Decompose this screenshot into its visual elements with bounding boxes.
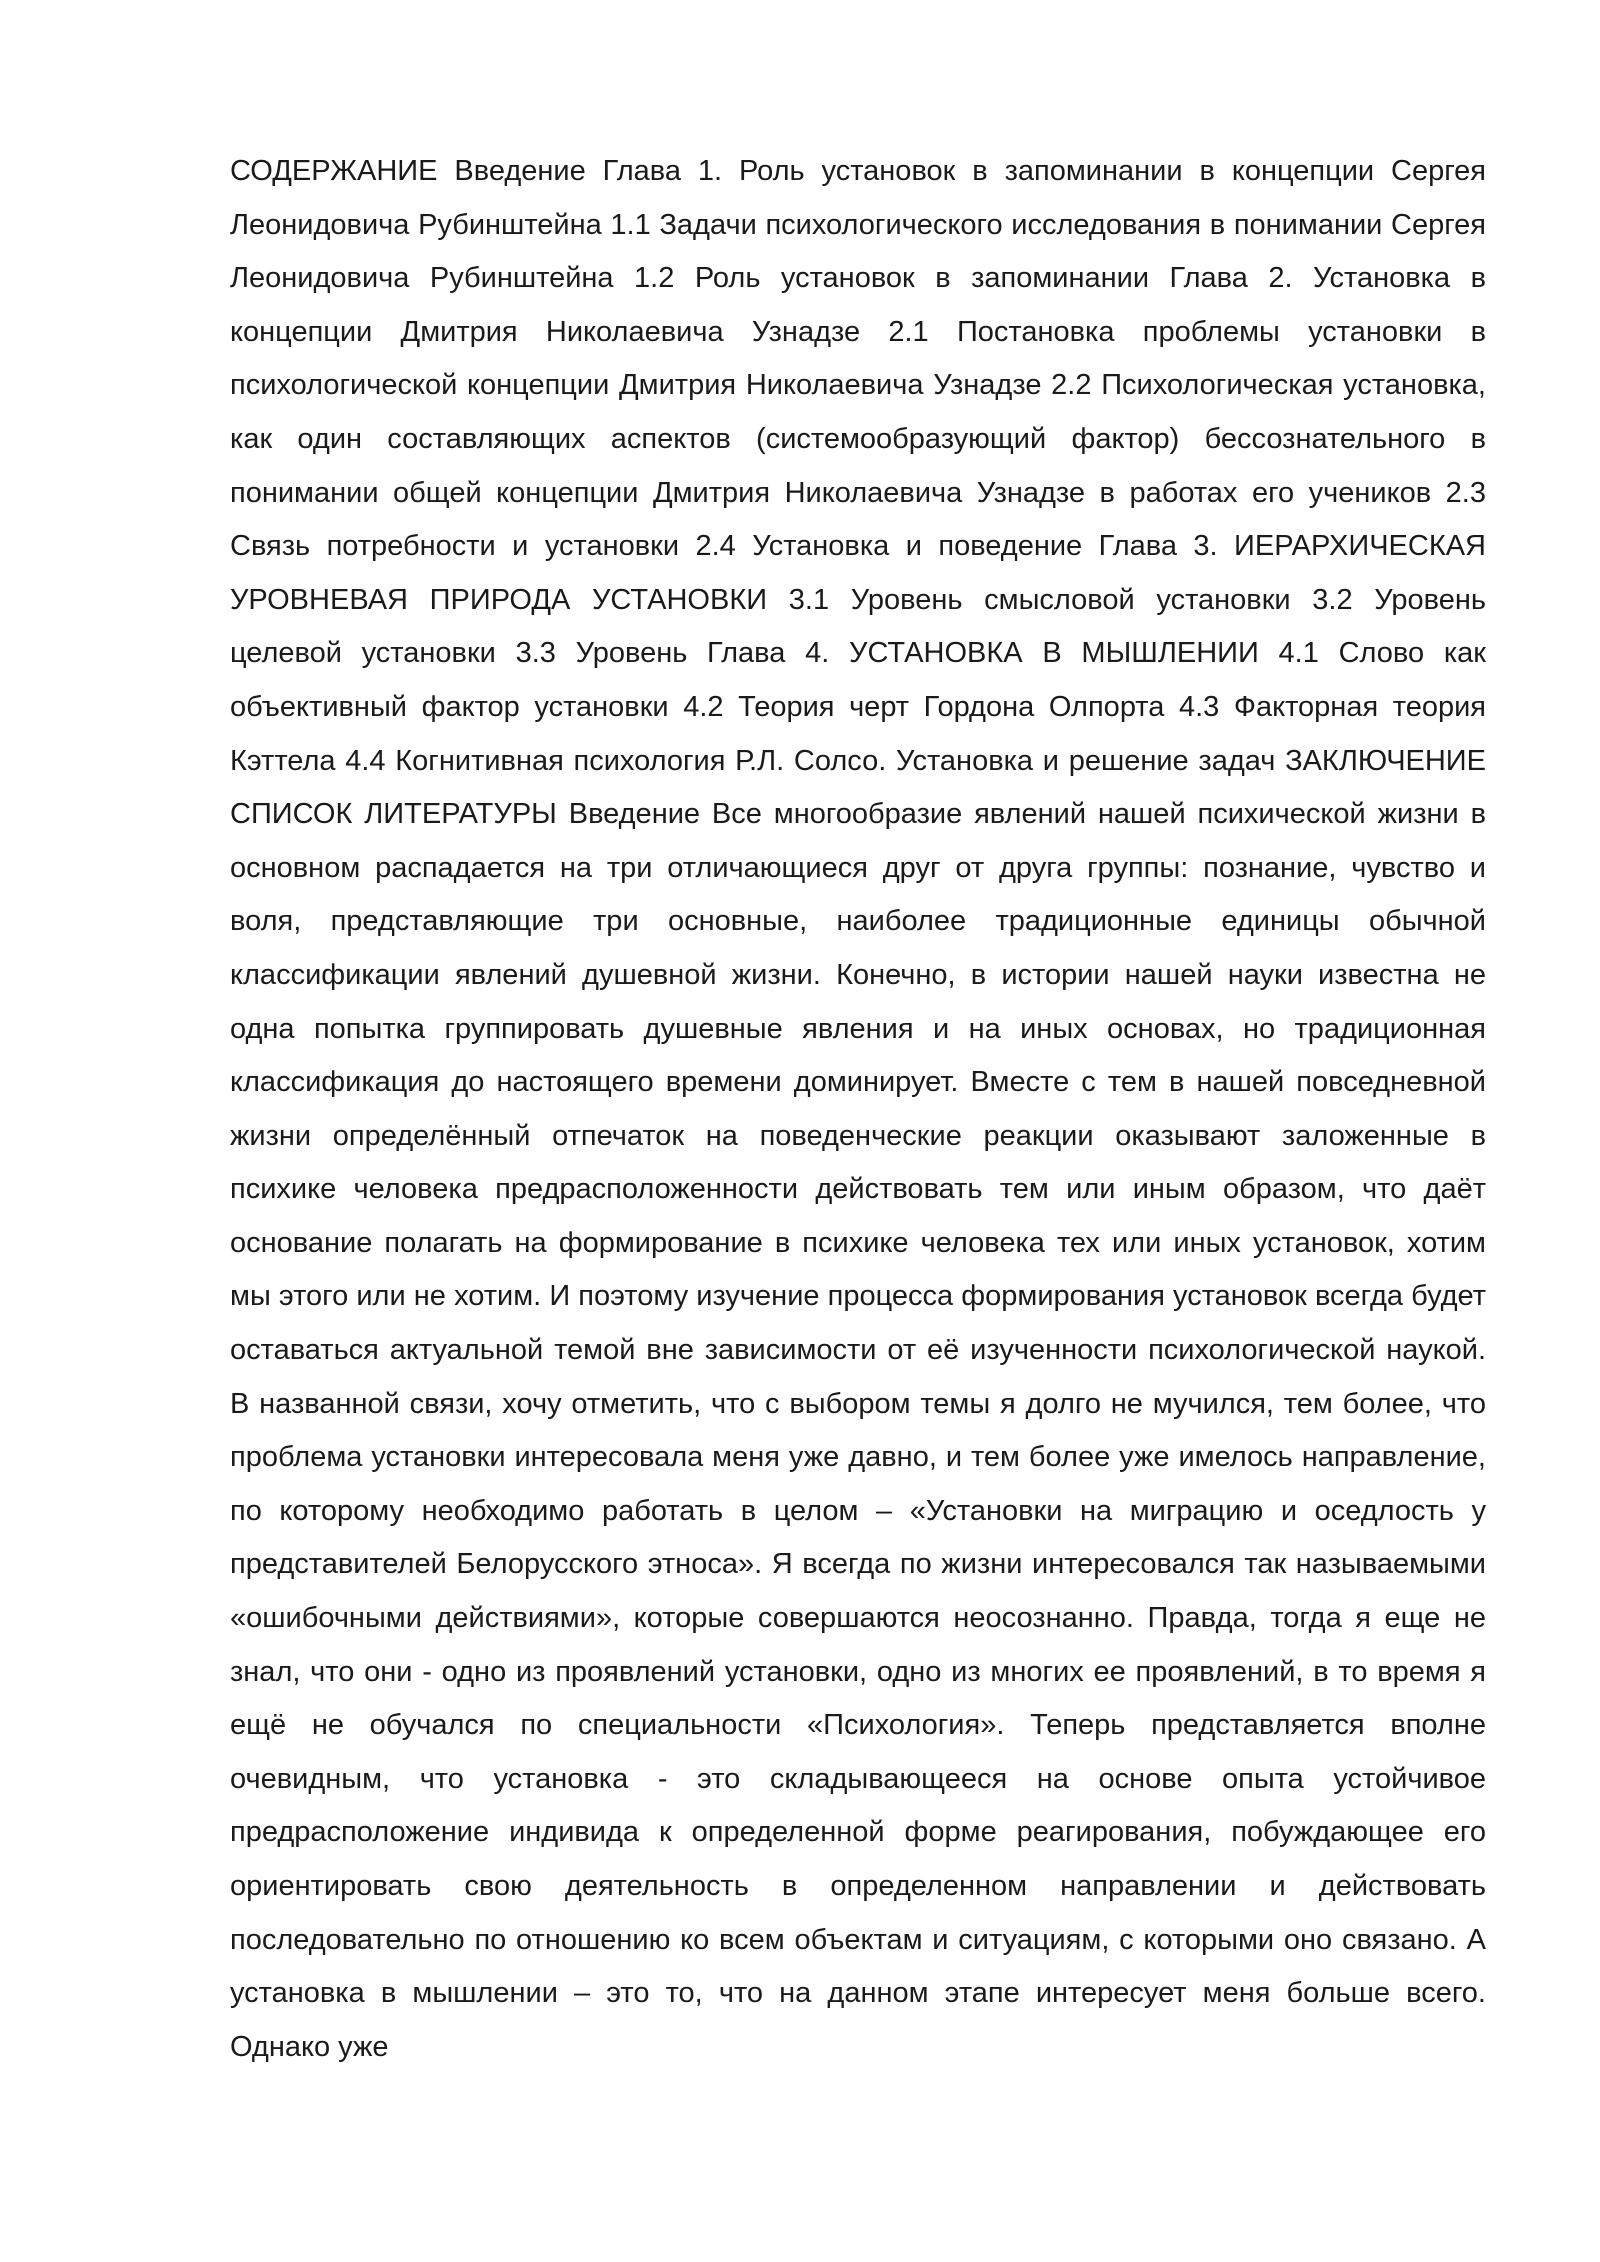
body-paragraph: СОДЕРЖАНИЕ Введение Глава 1. Роль установок в запоминании в концепции Сергея Леонидовича Рубинштейна 1.1 Задачи психологического исследования в понимании Сергея Леонидовича Рубинштейна 1.2 Роль установок в запоминании Глава 2. Установка в концепции Дмитрия Николаевича Узнадзе 2.1 Постановка проблемы установки в психологической концепции Дмитрия Николаевича Узнадзе 2.2 Психологическая установка, как один составляющих аспектов (системообразующий фактор) бессознательного в понимании общей концепции Дмитрия Николаевича Узнадзе в работах его учеников 2.3 Связь потребности и установки 2.4 Установка и поведение Глава 3. ИЕРАРХИЧЕСКАЯ УРОВНЕВАЯ ПРИРОДА УСТАНОВКИ 3.1 Уровень смысловой установки 3.2 Уровень целевой установки 3.3 Уровень Глава 4. УСТАНОВКА В МЫШЛЕНИИ 4.1 Слово как объективный фактор установки 4.2 Теория черт Гордона Олпорта 4.3 Факторная теория Кэттела 4.4 Когнитивная психология Р.Л. Солсо. Установка и решение задач ЗАКЛЮЧЕНИЕ СПИСОК ЛИТЕРАТУРЫ Введение Все многообразие явлений нашей психической жизни в основном распадается на три отличающиеся друг от друга группы: познание, чувство и воля, представляющие три основные, наиболее традиционные единицы обычной классификации явлений душевной жизни. Конечно, в истории нашей науки известна не одна попытка группировать душевные явления и на иных основах, но традиционная классификация до настоящего времени доминирует. Вместе с тем в нашей повседневной жизни определённый отпечаток на поведенческие реакции оказывают заложенные в психике человека предрасположенности действовать тем или иным образом, что даёт основание полагать на формирование в психике человека тех или иных установок, хотим мы этого или не хотим. И поэтому изучение процесса формирования установок всегда будет оставаться актуальной темой вне зависимости от её изученности психологической наукой. В названной связи, хочу отметить, что с выбором темы я долго не мучился, тем более, что проблема установки интересовала меня уже давно, и тем более уже имелось направление, по которому необходимо работать в целом – «Установки на миграцию и оседлость у представителей Белорусского этноса». Я всегда по жизни интересовался так называемыми «ошибочными действиями», которые совершаются неосознанно. Правда, тогда я еще не знал, что они - одно из проявлений установки, одно из многих ее проявлений, в то время я ещё не обучался по специальности «Психология». Теперь представляется вполне очевидным, что установка - это складывающееся на основе опыта устойчивое предрасположение индивида к определенной форме реагирования, побуждающее его ориентировать свою деятельность в определенном направлении и действовать последовательно по отношению ко всем объектам и ситуациям, с которыми оно связано. А установка в мышлении – это то, что на данном этапе интересует меня больше всего. Однако уже bbox=[230, 155, 1486, 2063]
body-text-block bbox=[230, 145, 1486, 2074]
